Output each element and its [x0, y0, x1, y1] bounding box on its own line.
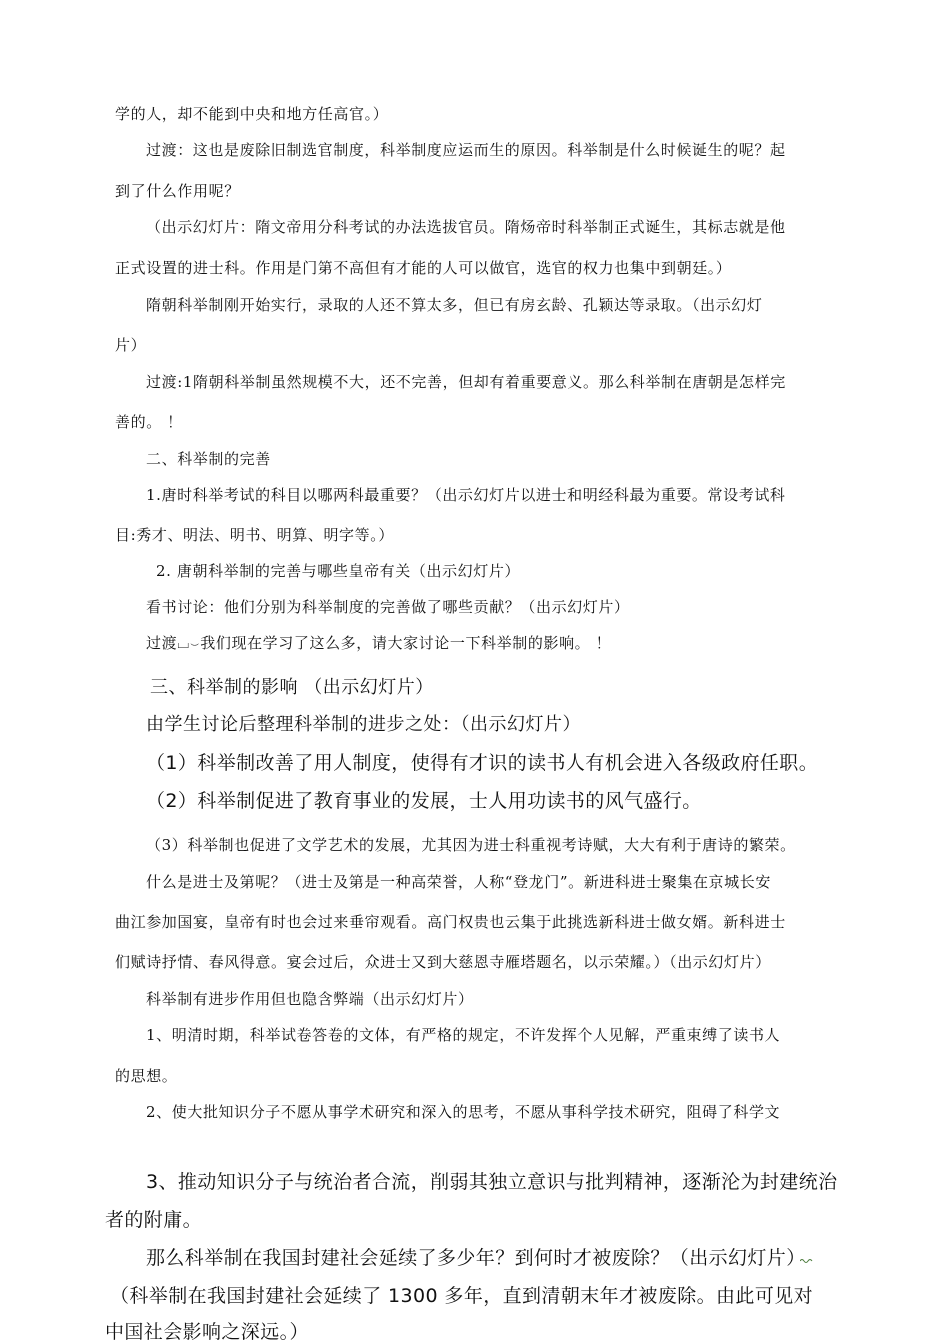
text-line: 善的。 ！	[115, 413, 183, 431]
text-line: （出示幻灯片：隋文帝用分科考试的办法选拔官员。隋炀帝时科举制正式诞生，其标志就是他	[146, 218, 786, 236]
text-line: 到了什么作用呢？	[115, 182, 240, 200]
text-line: 什么是进士及第呢？（进士及第是一种高荣誉，人称“登龙门”。新进科进士聚集在京城长安	[146, 873, 771, 891]
text-line: （1）科举制改善了用人制度，使得有才识的读书人有机会进入各级政府任职。	[146, 752, 819, 774]
text-line: （2）科举制促进了教育事业的发展，士人用功读书的风气盛行。	[146, 790, 702, 812]
text-line: 学的人，却不能到中央和地方任高官。）	[115, 105, 389, 123]
text-line: 2、使大批知识分子不愿从事学术研究和深入的思考，不愿从事科学技术研究，阻碍了科学文	[146, 1103, 781, 1121]
text-line: 过渡⌴⌣我们现在学习了这么多，请大家讨论一下科举制的影响。 ！	[146, 634, 612, 652]
text-line: （科举制在我国封建社会延续了 1300 多年，直到清朝末年才被废除。由此可见对	[110, 1285, 814, 1307]
text-line: 们赋诗抒情、春风得意。宴会过后，众进士又到大慈恩寺雁塔题名，以示荣耀。）（出示幻灯片）	[115, 953, 771, 971]
text-line: 由学生讨论后整理科举制的进步之处：（出示幻灯片）	[146, 714, 581, 735]
text-line: 隋朝科举制刚开始实行，录取的人还不算太多，但已有房玄龄、孔颖达等录取。（出示幻灯	[146, 296, 763, 314]
text-line: （3）科举制也促进了文学艺术的发展，尤其因为进士科重视考诗赋，大大有利于唐诗的繁荣。	[146, 836, 796, 854]
text-line: 1、明清时期，科举试卷答卷的文体，有严格的规定，不许发挥个人见解，严重束缚了读书人	[146, 1026, 781, 1044]
text-line: 看书讨论：他们分别为科举制度的完善做了哪些贡献？（出示幻灯片）	[146, 598, 630, 616]
text-line: 2. 唐朝科举制的完善与哪些皇帝有关（出示幻灯片）	[156, 562, 521, 580]
text-line: 者的附庸。	[105, 1209, 203, 1231]
text-line: 1.唐时科举考试的科目以哪两科最重要？（出示幻灯片以进士和明经科最为重要。常设考试科	[146, 486, 786, 504]
text-line: 那么科举制在我国封建社会延续了多少年？到何时才被废除？（出示幻灯片）	[146, 1247, 806, 1269]
section-heading: 三、科举制的影响 （出示幻灯片）	[150, 677, 434, 698]
text-line: 的思想。	[115, 1067, 178, 1085]
text-line: 正式设置的进士科。作用是门第不高但有才能的人可以做官，选官的权力也集中到朝廷。）	[115, 259, 732, 277]
text-line: 科举制有进步作用但也隐含弊端（出示幻灯片）	[146, 990, 474, 1008]
text-line: 过渡:1隋朝科举制虽然规模不大，还不完善，但却有着重要意义。那么科举制在唐朝是怎样完	[146, 373, 786, 391]
text-line: 过渡：这也是废除旧制选官制度，科举制度应运而生的原因。科举制是什么时候诞生的呢？起	[146, 141, 786, 159]
text-line: 曲江参加国宴，皇帝有时也会过来垂帘观看。高门权贵也云集于此挑选新科进士做女婿。新科进士	[115, 913, 786, 931]
text-line: 片）	[115, 336, 147, 354]
section-heading: 二、科举制的完善	[146, 450, 271, 468]
text-line: 3、推动知识分子与统治者合流，削弱其独立意识与批判精神，逐渐沦为封建统治	[146, 1171, 838, 1193]
text-line: 目:秀才、明法、明书、明算、明字等。）	[115, 526, 394, 544]
text-line: 中国社会影响之深远。）	[105, 1321, 309, 1343]
spellcheck-mark-icon	[800, 1258, 814, 1264]
